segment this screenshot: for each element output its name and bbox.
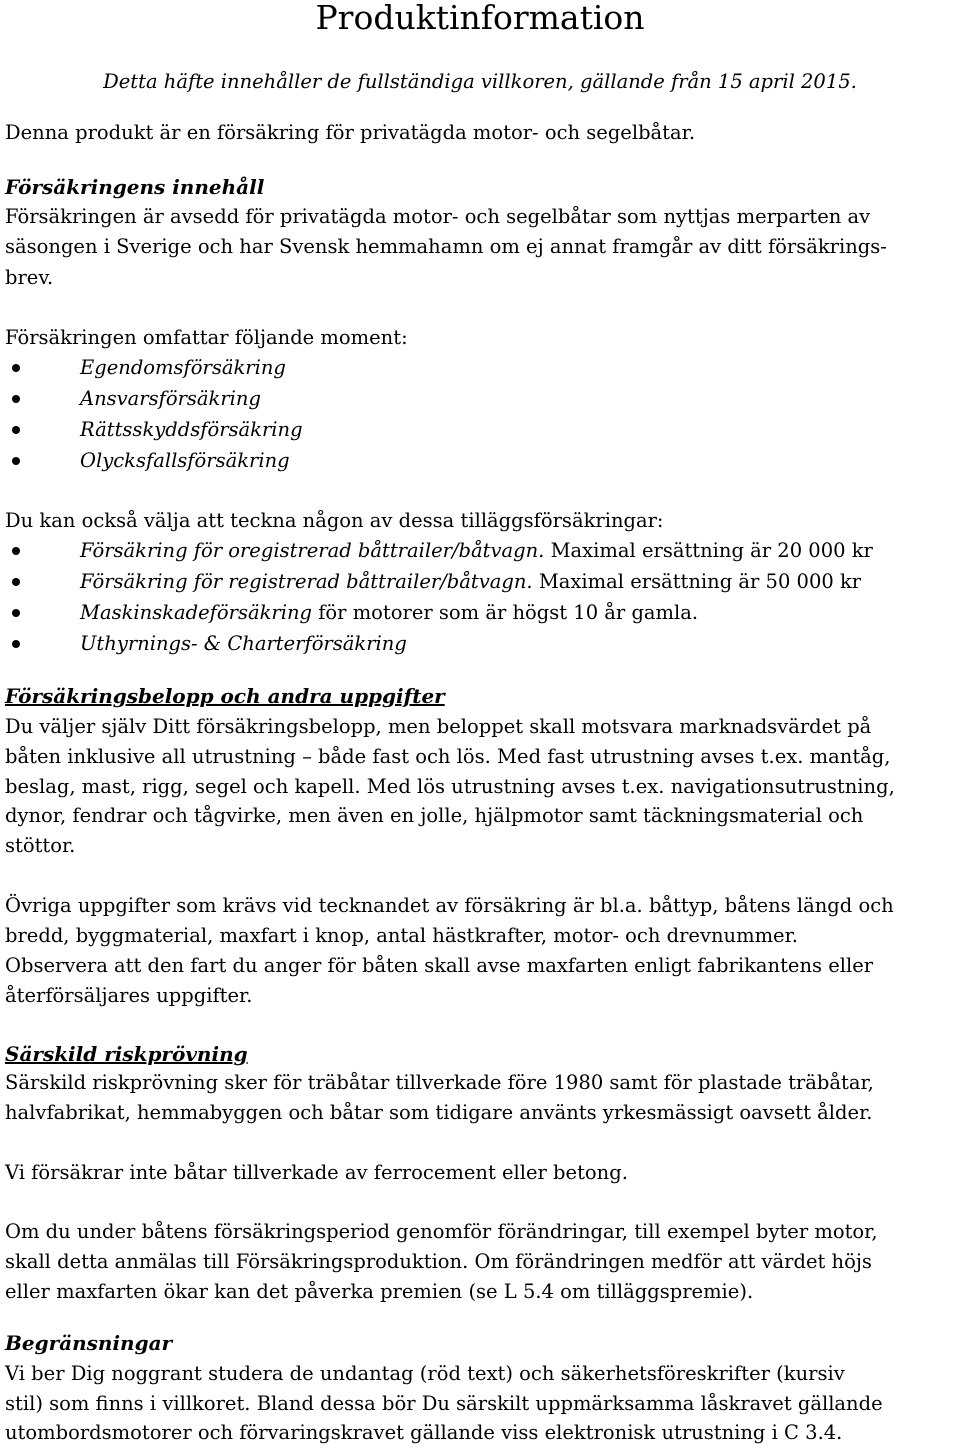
product-line: Denna produkt är en försäkring för privatägda motor- och segelbåtar. [5,121,696,144]
page-title: Produktinformation [315,0,645,37]
paragraph-line: dynor, fendrar och tågvirke, men även en jolle, hjälpmotor samt täckningsmaterial och [5,804,864,827]
addon-name: Försäkring för registrerad båttrailer/båtvagn. [80,570,533,593]
section-heading-begransningar: Begränsningar [5,1331,173,1355]
section-heading-innehall: Försäkringens innehåll [5,175,265,199]
paragraph-line: utombordsmotorer och förvaringskravet gällande viss elektronisk utrustning i C 3.4. [5,1421,843,1444]
paragraph-line: halvfabrikat, hemmabyggen och båtar som tidigare använts yrkesmässigt oavsett ålder. [5,1101,873,1124]
paragraph-line: säsongen i Sverige och har Svensk hemmahamn om ej annat framgår av ditt försäkrings- [5,235,887,258]
paragraph-line: Om du under båtens försäkringsperiod genomför förändringar, till exempel byter motor, [5,1220,878,1243]
paragraph-line: bredd, byggmaterial, maxfart i knop, antal hästkrafter, motor- och drevnummer. [5,924,798,947]
paragraph-line: eller maxfarten ökar kan det påverka premien (se L 5.4 om tilläggspremie). [5,1280,754,1303]
paragraph-line: Övriga uppgifter som krävs vid tecknandet av försäkring är bl.a. båttyp, båtens längd och [5,894,894,917]
bullet-icon [12,426,20,434]
addon-detail: Maximal ersättning är 20 000 kr [544,539,873,562]
bullet-icon [12,547,20,555]
bullet-icon [12,457,20,465]
bullet-icon [12,609,20,617]
bullet-icon [12,640,20,648]
paragraph-line: Vi ber Dig noggrant studera de undantag (röd text) och säkerhetsföreskrifter (kursiv [5,1362,845,1385]
paragraph-line: Du väljer själv Ditt försäkringsbelopp, men beloppet skall motsvara marknadsvärdet på [5,715,872,738]
moment-intro: Försäkringen omfattar följande moment: [5,326,408,349]
section-heading-riskprovning: Särskild riskprövning [5,1042,248,1066]
paragraph-line: beslag, mast, rigg, segel och kapell. Med lös utrustning avses t.ex. navigationsutrustning, [5,775,895,798]
bullet-icon [12,578,20,586]
paragraph-line: Vi försäkrar inte båtar tillverkade av ferrocement eller betong. [5,1161,628,1184]
bullet-icon [12,395,20,403]
addon-name: Försäkring för oregistrerad båttrailer/båtvagn. [80,539,545,562]
section-heading-belopp: Försäkringsbelopp och andra uppgifter [5,684,445,708]
paragraph-line: återförsäljares uppgifter. [5,984,253,1007]
intro-text: Detta häfte innehåller de fullständiga villkoren, gällande från 15 april 2015. [103,70,857,93]
addon-detail: för motorer som är högst 10 år gamla. [312,601,699,624]
paragraph-line: stil) som finns i villkoret. Bland dessa bör Du särskilt uppmärksamma låskravet gällande [5,1392,883,1415]
document-page: Produktinformation Detta häfte innehåller de fullständiga villkoren, gällande från 15 april 2015. Denna produkt är en försäkring för privatägda motor- och segelbåtar. Försäkringens innehåll Försäkringen är avsedd för privatägda motor- och segelbåtar som nyttjas merparten av säsongen i Sverige och har Svensk hemmahamn om ej annat framgår av ditt försäkrings- brev. Försäkringen omfattar följande moment: Egendomsförsäkring Ansvarsförsäkring Rättsskyddsförsäkring Olycksfallsförsäkring Du kan också välja att teckna någon av dessa tilläggsförsäkringar: Försäkring för oregistrerad båttrailer/båtvagn. Maximal ersättning är 20 000 kr Försäkring för registrerad båttrailer/båtvagn. Maximal ersättning är 50 000 kr Maskinskadeförsäkring för motorer som är högst 10 år gamla. Uthyrnings- & Charterförsäkring Försäkringsbelopp och andra uppgifter Du väljer själv Ditt försäkringsbelopp, men beloppet skall motsvara marknadsvärdet på båten inklusive all utrustning – både fast och lös. Med fast utrustning avses t.ex. mantåg, beslag, mast, rigg, segel och kapell. Med lös utrustning avses t.ex. navigationsutrustning, dynor, fendrar och tågvirke, men även en jolle, hjälpmotor samt täckningsmaterial och stöttor. Övriga uppgifter som krävs vid tecknandet av försäkring är bl.a. båttyp, båtens längd och bredd, byggmaterial, maxfart i knop, antal hästkrafter, motor- och drevnummer. Observera att den fart du anger för båten skall avse maxfarten enligt fabrikantens eller återförsäljares uppgifter. Särskild riskprövning Särskild riskprövning sker för träbåtar tillverkade före 1980 samt för plastade träbåtar, halvfabrikat, hemmabyggen och båtar som tidigare använts yrkesmässigt oavsett ålder. Vi försäkrar inte båtar tillverkade av ferrocement eller betong. Om du under båtens försäkringsperiod genomför förändringar, till exempel byter motor, skall detta anmälas till Försäkringsproduktion. Om förändringen medför att värdet höjs eller maxfarten ökar kan det påverka premien (se L 5.4 om tilläggspremie). Begränsningar Vi ber Dig noggrant studera de undantag (röd text) och säkerhetsföreskrifter (kursiv stil) som finns i villkoret. Bland dessa bör Du särskilt uppmärksamma låskravet gällande utombordsmotorer och förvaringskravet gällande viss elektronisk utrustning i C 3.4. [0,0,960,1450]
addon-name: Maskinskadeförsäkring [80,601,313,624]
paragraph-line: skall detta anmälas till Försäkringsproduktion. Om förändringen medför att värdet höjs [5,1250,872,1273]
addon-detail: Maximal ersättning är 50 000 kr [532,570,862,593]
paragraph-line: Försäkringen är avsedd för privatägda motor- och segelbåtar som nyttjas merparten av [5,205,871,228]
paragraph-line: stöttor. [5,834,76,857]
addon-intro: Du kan också välja att teckna någon av dessa tilläggsförsäkringar: [5,509,664,532]
paragraph-line: brev. [5,266,54,289]
paragraph-line: båten inklusive all utrustning – både fast och lös. Med fast utrustning avses t.ex. mantåg, [5,745,891,768]
addon-name: Uthyrnings- & Charterförsäkring [80,632,407,655]
bullet-icon [12,364,20,372]
paragraph-line: Särskild riskprövning sker för träbåtar tillverkade före 1980 samt för plastade träbåtar, [5,1071,874,1094]
paragraph-line: Observera att den fart du anger för båten skall avse maxfarten enligt fabrikantens eller [5,954,874,977]
